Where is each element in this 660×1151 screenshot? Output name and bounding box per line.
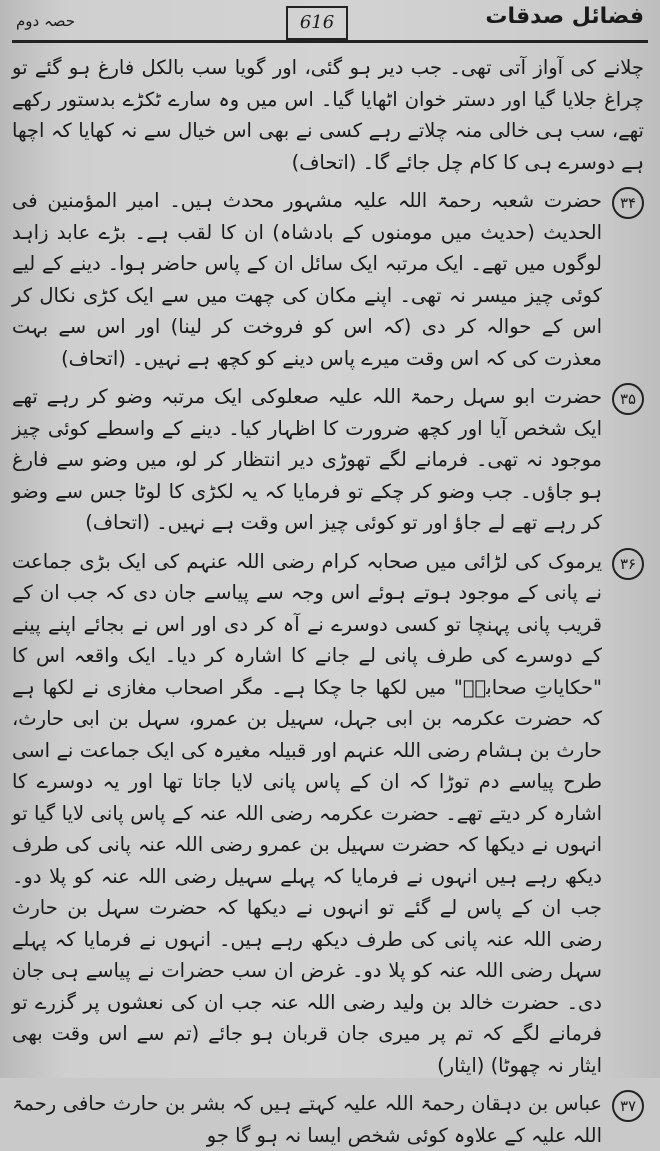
- paragraph-number-badge: ۳۶: [612, 548, 644, 580]
- paragraph-37: [12, 1088, 644, 1151]
- page-header: [0, 0, 660, 44]
- paragraph-number-badge: ۳۵: [612, 383, 644, 415]
- paragraph-35: [12, 381, 644, 539]
- paragraph-text: حضرت شعبہ رحمۃ اللہ علیہ مشہور محدث ہیں۔ امیر المؤمنین فی الحدیث (حدیث میں مومنوں کے بادشاہ) ان کا لقب ہے۔ بڑے عابد زاہد لوگوں میں تھے۔ ایک مرتبہ ایک سائل ان کے پاس حاضر ہوا۔ دینے کے لیے کوئی چیز میسر نہ تھی۔ اپنے مکان کی چھت میں سے ایک کڑی نکال کر اس کے حوالہ کر دی (کہ اس کو فروخت کر لینا) اور اس سے بہت معذرت کی کہ اس وقت میرے پاس دینے کو کچھ ہے نہیں۔ (اتحاف): [12, 189, 602, 370]
- paragraph-34: [12, 185, 644, 374]
- page-number: 616: [286, 6, 348, 40]
- paragraph-text: حضرت ابو سہل رحمۃ اللہ علیہ صعلوکی ایک مرتبہ وضو کر رہے تھے ایک شخص آیا اور کچھ ضرورت کا اظہار کیا۔ دینے کے واسطے کوئی چیز موجود نہ تھی۔ فرمانے لگے تھوڑی دیر انتظار کر لو، میں وضو سے فارغ ہو جاؤں۔ جب وضو کر چکے تو فرمایا کہ یہ لکڑی کا لوٹا جس سے وضو کر رہے تھے لے جاؤ اور تو کوئی چیز اس وقت ہے نہیں۔ (اتحاف): [12, 385, 602, 534]
- paragraph-text: چلانے کی آواز آتی تھی۔ جب دیر ہو گئی، اور گویا سب بالکل فارغ ہو گئے تو چراغ جلایا گیا اور دستر خوان اٹھایا گیا۔ اس میں وہ سارے ٹکڑے بدستور رکھے تھے، سب ہی خالی منہ چلاتے رہے کسی نے بھی اس خیال سے نہ کھایا کہ اچھا ہے دوسرے ہی کا کام چل جائے گا۔ (اتحاف): [12, 56, 644, 174]
- paragraph-text: عباس بن دہقان رحمۃ اللہ علیہ کہتے ہیں کہ بشر بن حارث حافی رحمۃ اللہ علیہ کے علاوہ کوئی شخص ایسا نہ ہو گا جو: [12, 1092, 602, 1147]
- paragraph-number-badge: ۳۴: [612, 187, 644, 219]
- page-body: [12, 52, 644, 1147]
- part-label: حصہ دوم: [16, 12, 76, 30]
- running-title: فضائل صدقات: [485, 4, 644, 29]
- paragraph-number-badge: ۳۷: [612, 1090, 644, 1122]
- paragraph-continuation: [12, 52, 644, 178]
- paragraph-text: یرموک کی لڑائی میں صحابہ کرام رضی اللہ عنہم کی ایک بڑی جماعت نے پانی کے موجود ہوتے ہوئے اس وجہ سے پیاسے جان دی کہ جب ان کے قریب پانی پہنچا تو کسی دوسرے نے آہ کر دی اور اس نے بجائے اپنے پینے کے دوسرے کی طرف پانی لے جانے کا اشارہ کر دیا۔ ایک واقعہ اس کا "حکایاتِ صحابہؓ" میں لکھا جا چکا ہے۔ مگر اصحاب مغازی نے لکھا ہے کہ حضرت عکرمہ بن ابی جہل، سہیل بن عمرو، سہل بن ابی حارث، حارث بن ہشام رضی اللہ عنہم اور قبیلہ مغیرہ کی ایک جماعت نے اسی طرح پیاسے دم توڑا کہ ان کے پاس پانی لایا جاتا تھا اور یہ دوسرے کا اشارہ کر دیتے تھے۔ حضرت عکرمہ رضی اللہ عنہ کے پاس پانی لایا گیا تو انہوں نے دیکھا کہ حضرت سہیل بن عمرو رضی اللہ عنہ پانی کی طرف دیکھ رہے ہیں انہوں نے فرمایا کہ پہلے سہیل رضی اللہ عنہ کو پلا دو۔ جب ان کے پاس لے گئے تو انہوں نے دیکھا کہ حضرت سہل بن حارث رضی اللہ عنہ پانی کی طرف دیکھ رہے ہیں۔ انہوں نے فرمایا کہ پہلے سہل رضی اللہ عنہ کو پلا دو۔ غرض ان سب حضرات نے پیاسے ہی جان دی۔ حضرت خالد بن ولید رضی اللہ عنہ جب ان کی نعشوں پر گزرے تو فرمانے لگے کہ تم پر میری جان قربان ہو جائے (تم سے اس وقت بھی ایثار نہ چھوٹا) (ایثار): [12, 549, 602, 1077]
- paragraph-36: [12, 546, 644, 1082]
- header-divider: [12, 40, 648, 43]
